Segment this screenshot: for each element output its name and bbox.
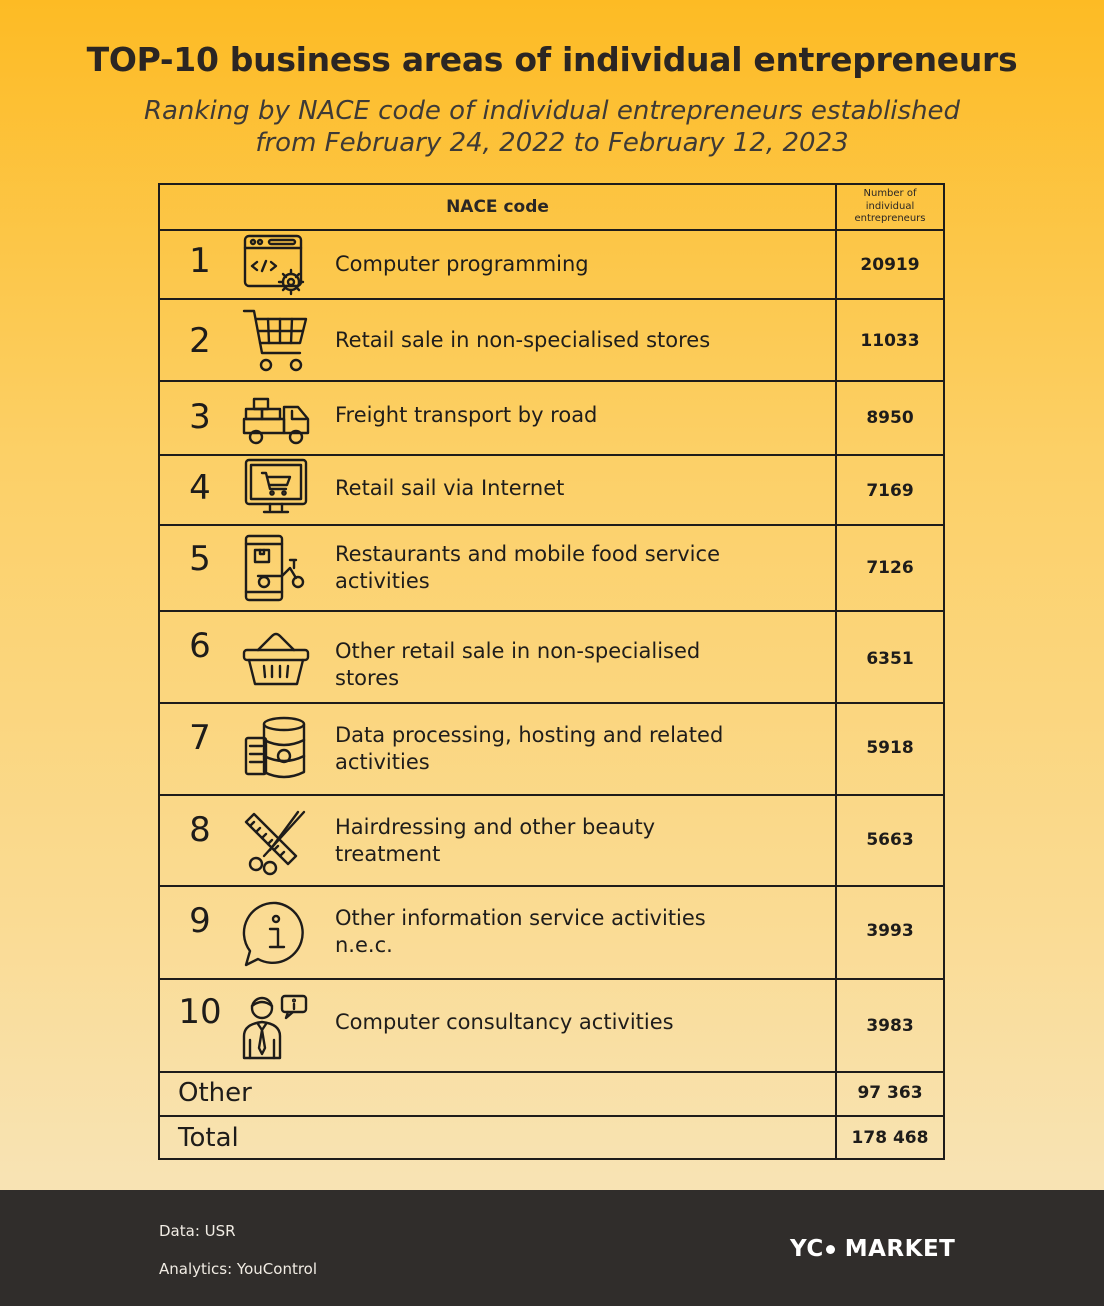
table-row — [160, 231, 943, 300]
total-label: Total — [178, 1123, 239, 1153]
row-label — [335, 1009, 755, 1036]
rank-number: 6 — [189, 626, 211, 666]
logo-dot — [826, 1245, 835, 1254]
database-server-icon — [240, 714, 312, 786]
table-row — [160, 704, 943, 796]
footer — [0, 1190, 1104, 1306]
header-count — [837, 185, 943, 229]
other-row — [160, 1073, 943, 1117]
row-label-line: Hairdressing and other beauty — [335, 815, 656, 839]
basket-icon — [240, 622, 312, 694]
row-count: 20919 — [860, 255, 920, 275]
row-label — [335, 327, 755, 354]
row-count: 5663 — [866, 830, 914, 850]
table-row — [160, 456, 943, 526]
row-label — [335, 541, 755, 595]
row-label-line: Computer programming — [335, 252, 589, 276]
row-label-line: Retail sail via Internet — [335, 476, 565, 500]
rank-number: 8 — [189, 810, 211, 850]
rank-number: 7 — [189, 718, 211, 758]
row-label-line: Retail sale in non-specialised stores — [335, 328, 711, 352]
row-count: 5918 — [866, 738, 914, 758]
row-count: 11033 — [860, 331, 920, 351]
header-count-line-1: Number of — [863, 188, 917, 200]
row-label-line: Computer consultancy activities — [335, 1010, 674, 1034]
row-label-line: Restaurants and mobile food service — [335, 542, 720, 566]
scissors-comb-icon — [240, 806, 312, 878]
rank-number: 10 — [178, 992, 222, 1032]
table-header-row — [160, 185, 943, 231]
row-label-line: Other information service activities — [335, 906, 706, 930]
row-label — [335, 402, 755, 429]
row-label-line: Data processing, hosting and related — [335, 723, 724, 747]
page-title: TOP-10 business areas of individual entrepreneurs — [86, 40, 1018, 79]
other-count: 97 363 — [857, 1083, 923, 1103]
subtitle-line-2: from February 24, 2022 to February 12, 2023 — [255, 128, 849, 158]
rank-number: 3 — [189, 397, 211, 437]
header-nace-code: NACE code — [446, 197, 549, 217]
logo-right-text: MARKET — [844, 1236, 956, 1262]
page-subtitle — [0, 95, 1104, 159]
total-count: 178 468 — [851, 1128, 929, 1148]
truck-icon — [240, 383, 312, 455]
rank-number: 4 — [189, 468, 211, 508]
online-shop-icon — [240, 454, 312, 526]
shopping-cart-icon — [240, 305, 312, 377]
row-label-line: stores — [335, 666, 400, 690]
row-label — [335, 905, 755, 959]
other-label: Other — [178, 1078, 252, 1108]
row-count: 3983 — [866, 1016, 914, 1036]
header-count-line-2: individual — [865, 200, 915, 212]
row-label — [335, 638, 755, 692]
consultant-icon — [240, 992, 312, 1064]
row-count: 3993 — [866, 921, 914, 941]
ranking-table — [158, 183, 945, 1160]
row-count: 7169 — [866, 481, 914, 501]
total-row — [160, 1117, 943, 1160]
table-row — [160, 796, 943, 887]
row-label-line: Freight transport by road — [335, 403, 598, 427]
header-count-line-3: entrepreneurs — [854, 213, 926, 225]
rank-number: 1 — [189, 241, 211, 281]
delivery-scooter-icon — [240, 532, 312, 604]
rank-number: 5 — [189, 539, 211, 579]
table-row — [160, 887, 943, 980]
computer-programming-icon — [240, 231, 312, 303]
table-row — [160, 526, 943, 612]
rank-number: 9 — [189, 901, 211, 941]
subtitle-line-1: Ranking by NACE code of individual entrepreneurs established — [143, 96, 961, 126]
yc-market-logo — [790, 1236, 955, 1262]
row-label — [335, 722, 755, 776]
row-label-line: n.e.c. — [335, 933, 393, 957]
table-row — [160, 612, 943, 704]
row-label-line: Other retail sale in non-specialised — [335, 639, 701, 663]
row-label — [335, 475, 755, 502]
row-label-line: activities — [335, 750, 430, 774]
row-label-line: treatment — [335, 842, 441, 866]
logo-left-text: YC — [790, 1236, 824, 1262]
rank-number: 2 — [189, 321, 211, 361]
row-label-line: activities — [335, 569, 430, 593]
analytics-credit: Analytics: YouControl — [159, 1260, 318, 1278]
data-source: Data: USR — [159, 1222, 236, 1240]
row-count: 8950 — [866, 408, 914, 428]
row-count: 6351 — [866, 649, 914, 669]
table-row — [160, 382, 943, 456]
table-row — [160, 980, 943, 1073]
row-count: 7126 — [866, 558, 914, 578]
table-row — [160, 300, 943, 382]
row-label — [335, 251, 755, 278]
info-bubble-icon — [240, 899, 312, 971]
row-label — [335, 814, 755, 868]
